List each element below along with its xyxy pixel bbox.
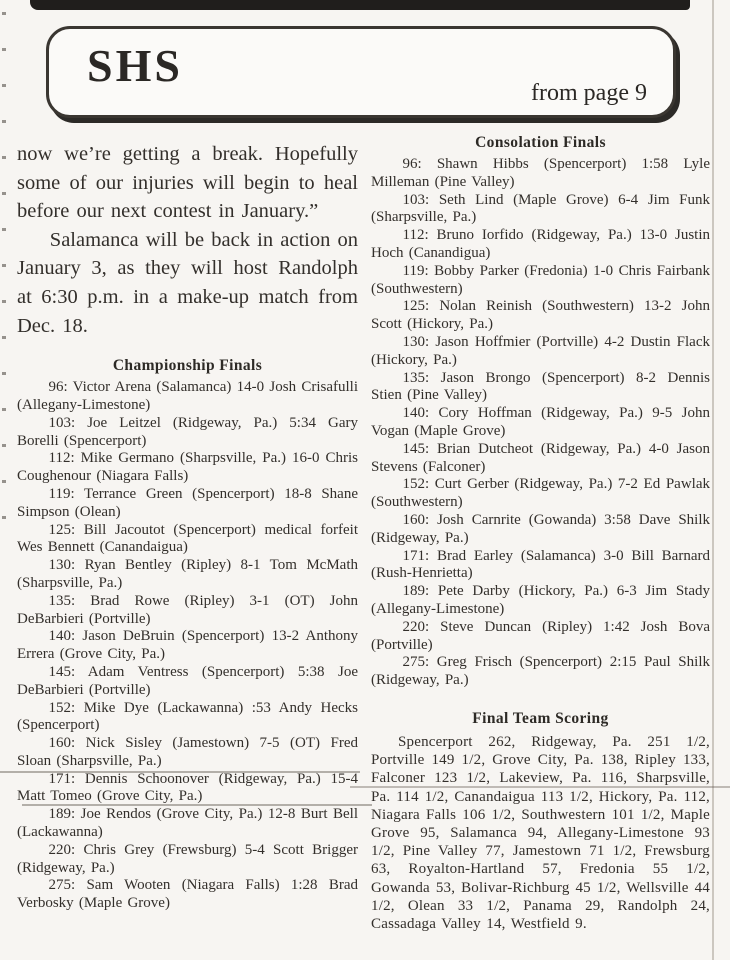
scan-artifact-line [0, 771, 360, 773]
result-line: 96: Shawn Hibbs (Spencerport) 1:58 Lyle Milleman (Pine Valley) [371, 156, 710, 190]
section-header-box [46, 26, 676, 118]
result-line: 152: Curt Gerber (Ridgeway, Pa.) 7-2 Ed Pawlak (Southwestern) [371, 476, 710, 511]
masthead-title: SHS [87, 40, 183, 91]
consolation-finals-heading: Consolation Finals [475, 134, 606, 151]
scan-artifact-line [350, 786, 730, 788]
result-line: 140: Jason DeBruin (Spencerport) 13-2 Anthony Errera (Grove City, Pa.) [17, 628, 358, 663]
consolation-results-list [371, 156, 710, 690]
team-scoring-text: Spencerport 262, Ridgeway, Pa. 251 1/2, Portville 149 1/2, Grove City, Pa. 138, Ripley 133, Falconer 123 1/2, Lakeview, Pa. 116, Sharpsville, Pa. 114 1/2, Canandaigua 113 1/2, Hickory, Pa. 112, Niagara Falls 106 1/2, Southwestern 101 1/2, Maple Grove 95, Salamanca 94, Allegany-Limestone 93 1/2, Pine Valley 77, Jamestown 71 1/2, Frewsburg 63, Royalton-Hartland 57, Fredonia 55 1/2, Gowanda 53, Bolivar-Richburg 45 1/2, Wellsville 44 1/2, Olean 33 1/2, Panama 29, Randolph 24, Cassadaga Valley 14, Westfield 9. [371, 733, 710, 932]
result-line: 220: Steve Duncan (Ripley) 1:42 Josh Bova (Portville) [371, 618, 710, 653]
article-paragraph: Salamanca will be back in action on January 3, as they will host Randolph at 6:30 p.m. in a make-up match from Dec. 18. [17, 228, 358, 337]
continuation-note: from page 9 [531, 80, 647, 106]
result-line: 145: Brian Dutcheot (Ridgeway, Pa.) 4-0 Jason Stevens (Falconer) [371, 440, 710, 475]
result-line: 140: Cory Hoffman (Ridgeway, Pa.) 9-5 John Vogan (Maple Grove) [371, 405, 710, 439]
result-line: 130: Ryan Bentley (Ripley) 8-1 Tom McMath (Sharpsville, Pa.) [17, 557, 358, 591]
result-line: 103: Seth Lind (Maple Grove) 6-4 Jim Funk (Sharpsville, Pa.) [371, 191, 710, 226]
top-rule [30, 0, 690, 10]
result-line: 112: Mike Germano (Sharpsville, Pa.) 16-0 Chris Coughenour (Niagara Falls) [17, 450, 358, 485]
result-line: 135: Jason Brongo (Spencerport) 8-2 Dennis Stien (Pine Valley) [371, 369, 710, 404]
result-line: 171: Brad Earley (Salamanca) 3-0 Bill Barnard (Rush-Henrietta) [371, 547, 710, 582]
result-line: 112: Bruno Iorfido (Ridgeway, Pa.) 13-0 Justin Hoch (Canandigua) [371, 227, 710, 261]
result-line: 275: Sam Wooten (Niagara Falls) 1:28 Brad Verbosky (Maple Grove) [17, 877, 358, 912]
result-line: 189: Joe Rendos (Grove City, Pa.) 12-8 Burt Bell (Lackawanna) [17, 806, 358, 841]
result-line: 103: Joe Leitzel (Ridgeway, Pa.) 5:34 Gary Borelli (Spencerport) [17, 414, 358, 449]
result-line: 119: Bobby Parker (Fredonia) 1-0 Chris Fairbank (Southwestern) [371, 262, 710, 297]
result-line: 145: Adam Ventress (Spencerport) 5:38 Joe DeBarbieri (Portville) [17, 663, 358, 698]
championship-results-list [17, 379, 358, 913]
result-line: 119: Terrance Green (Spencerport) 18-8 Shane Simpson (Olean) [17, 485, 358, 520]
scan-edge-marks [2, 12, 6, 552]
right-column [371, 134, 710, 933]
result-line: 220: Chris Grey (Frewsburg) 5-4 Scott Brigger (Ridgeway, Pa.) [17, 841, 358, 876]
result-line: 275: Greg Frisch (Spencerport) 2:15 Paul Shilk (Ridgeway, Pa.) [371, 654, 710, 689]
result-line: 130: Jason Hoffmier (Portville) 4-2 Dustin Flack (Hickory, Pa.) [371, 333, 710, 368]
result-line: 125: Nolan Reinish (Southwestern) 13-2 John Scott (Hickory, Pa.) [371, 298, 710, 333]
result-line: 171: Dennis Schoonover (Ridgeway, Pa.) 15-4 Matt Tomeo (Grove City, Pa.) [17, 770, 358, 805]
column-rule [712, 0, 714, 960]
result-line: 135: Brad Rowe (Ripley) 3-1 (OT) John DeBarbieri (Portville) [17, 592, 358, 627]
article-paragraph: now we’re getting a break. Hopefully some of our injuries will begin to heal before our next contest in January.” [17, 143, 358, 223]
result-line: 96: Victor Arena (Salamanca) 14-0 Josh Crisafulli (Allegany-Limestone) [17, 379, 358, 413]
result-line: 125: Bill Jacoutot (Spencerport) medical forfeit Wes Bennett (Canandaigua) [17, 521, 358, 556]
scan-artifact-line [22, 804, 372, 806]
left-column [17, 140, 358, 913]
championship-finals-heading: Championship Finals [112, 357, 263, 375]
result-line: 160: Nick Sisley (Jamestown) 7-5 (OT) Fred Sloan (Sharpsville, Pa.) [17, 735, 358, 769]
result-line: 152: Mike Dye (Lackawanna) :53 Andy Hecks (Spencerport) [17, 699, 358, 734]
final-team-scoring-heading: Final Team Scoring [472, 709, 609, 727]
result-line: 189: Pete Darby (Hickory, Pa.) 6-3 Jim Stady (Allegany-Limestone) [371, 583, 710, 617]
result-line: 160: Josh Carnrite (Gowanda) 3:58 Dave Shilk (Ridgeway, Pa.) [371, 511, 710, 546]
